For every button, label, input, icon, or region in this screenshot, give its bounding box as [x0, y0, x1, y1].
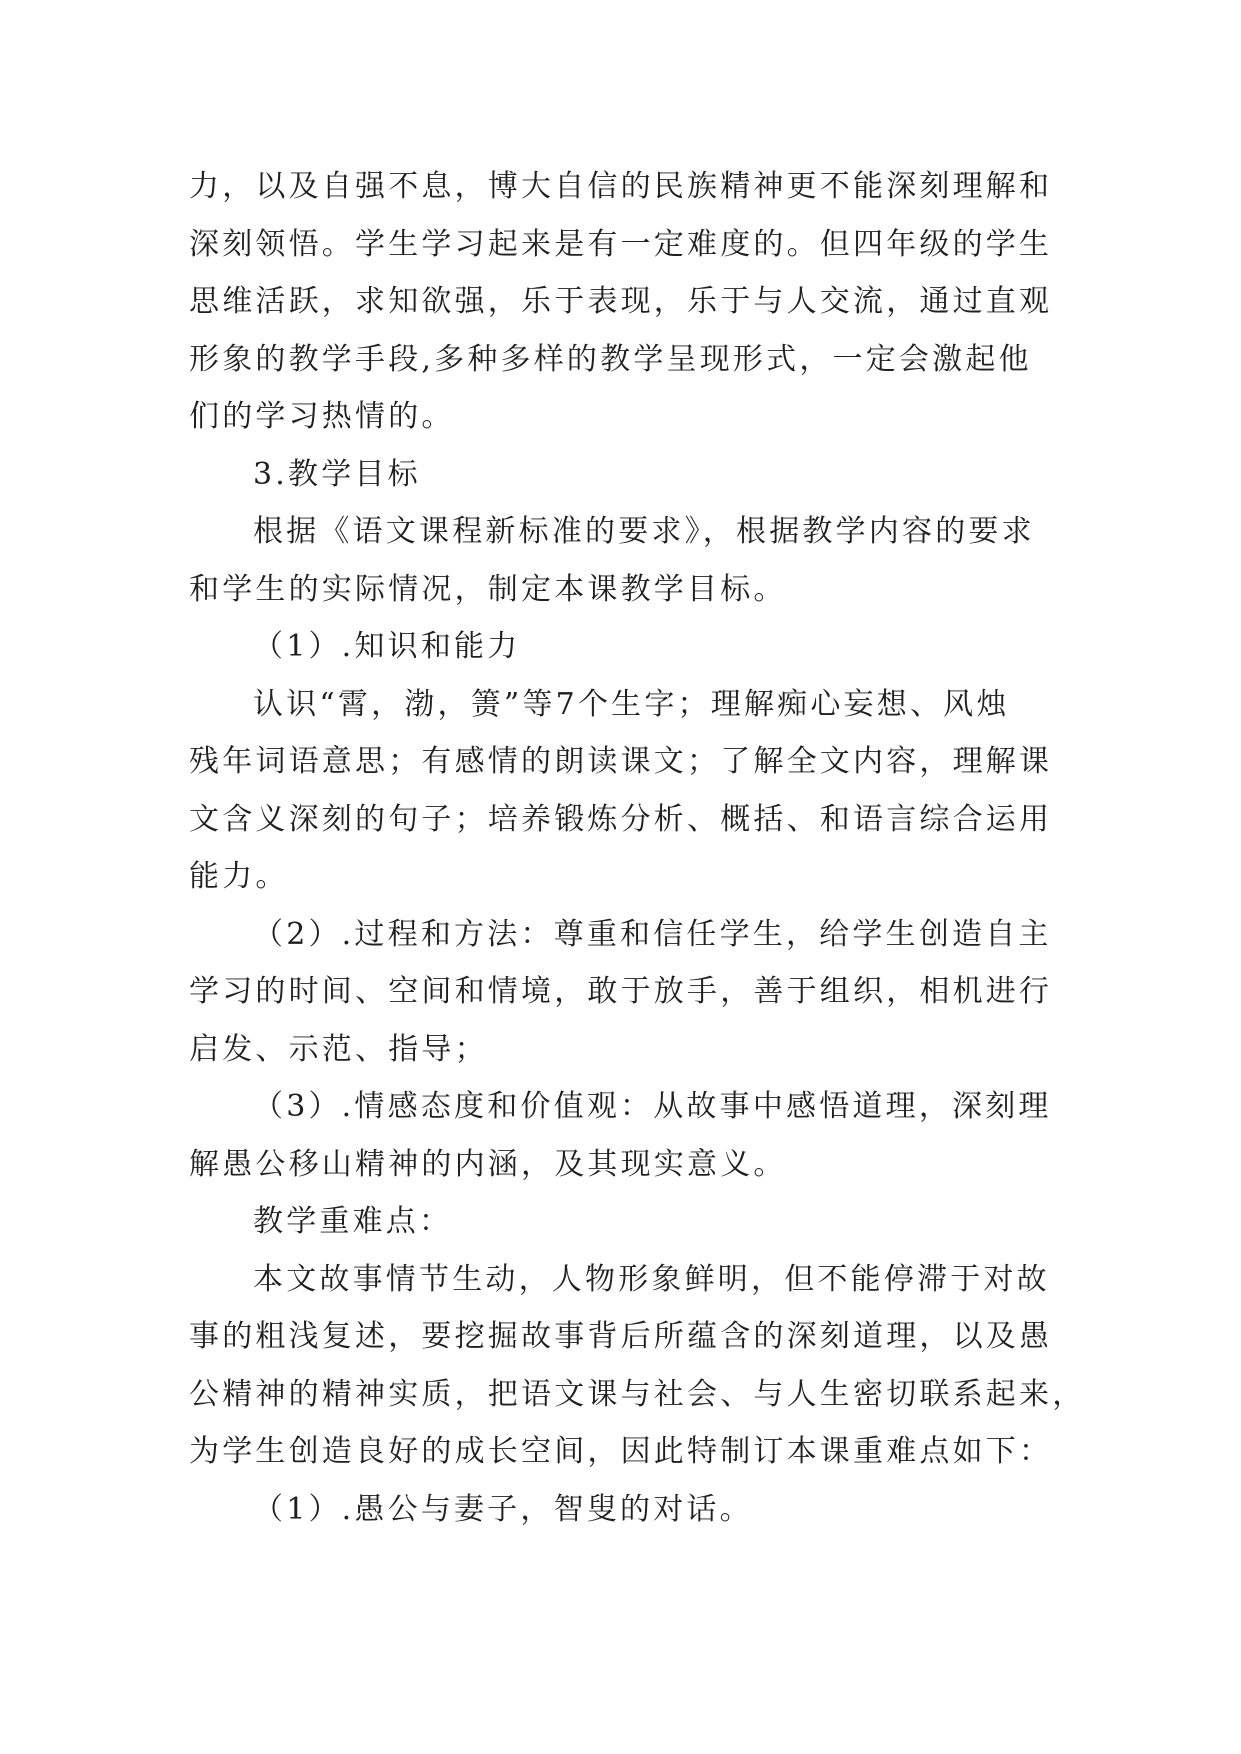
text-line: 启发、示范、指导；	[189, 1031, 488, 1067]
text-line: 思维活跃，求知欲强，乐于表现，乐于与人交流，通过直观	[189, 284, 1053, 319]
text-line: 公精神的精神实质，把语文课与社会、与人生密切联系起来，	[189, 1376, 1086, 1412]
text-line: 深刻领悟。学生学习起来是有一定难度的。但四年级的学生	[189, 226, 1053, 262]
text-line: 事的粗浅复述，要挖掘故事背后所蕴含的深刻道理，以及愚	[189, 1319, 1053, 1354]
subsection-heading: （1）.知识和能力	[253, 629, 521, 664]
section-heading: 3.教学目标	[253, 456, 421, 492]
text-line: 根据《语文课程新标准的要求》，根据教学内容的要求	[253, 514, 1035, 549]
text-line: 力，以及自强不息，博大自信的民族精神更不能深刻理解和	[189, 169, 1053, 204]
text-line: 学习的时间、空间和情境，敢于放手，善于组织，相机进行	[189, 974, 1053, 1009]
text-line: （2）.过程和方法：尊重和信任学生，给学生创造自主	[253, 916, 1052, 952]
text-line: 为学生创造良好的成长空间，因此特制订本课重难点如下：	[189, 1434, 1053, 1469]
text-line: 文含义深刻的句子；培养锻炼分析、概括、和语言综合运用	[189, 801, 1053, 837]
text-line: （3）.情感态度和价值观：从故事中感悟道理，深刻理	[253, 1089, 1052, 1124]
text-line: 能力。	[189, 859, 289, 894]
section-heading: 教学重难点：	[253, 1204, 453, 1239]
text-line: （1）.愚公与妻子，智叟的对话。	[253, 1491, 753, 1527]
text-line: 残年词语意思；有感情的朗读课文；了解全文内容，理解课	[189, 744, 1053, 779]
text-line: 解愚公移山精神的内涵，及其现实意义。	[189, 1146, 787, 1182]
document-body	[189, 158, 1086, 1538]
text-line: 形象的教学手段,多种多样的教学呈现形式，一定会激起他	[189, 341, 1032, 377]
text-line: 和学生的实际情况，制定本课教学目标。	[189, 571, 787, 607]
text-line: 们的学习热情的。	[189, 399, 455, 434]
text-line: 认识“霄，渤，箦”等7个生字；理解痴心妄想、风烛	[253, 686, 1010, 722]
text-line: 本文故事情节生动，人物形象鲜明，但不能停滞于对故	[253, 1261, 1050, 1297]
